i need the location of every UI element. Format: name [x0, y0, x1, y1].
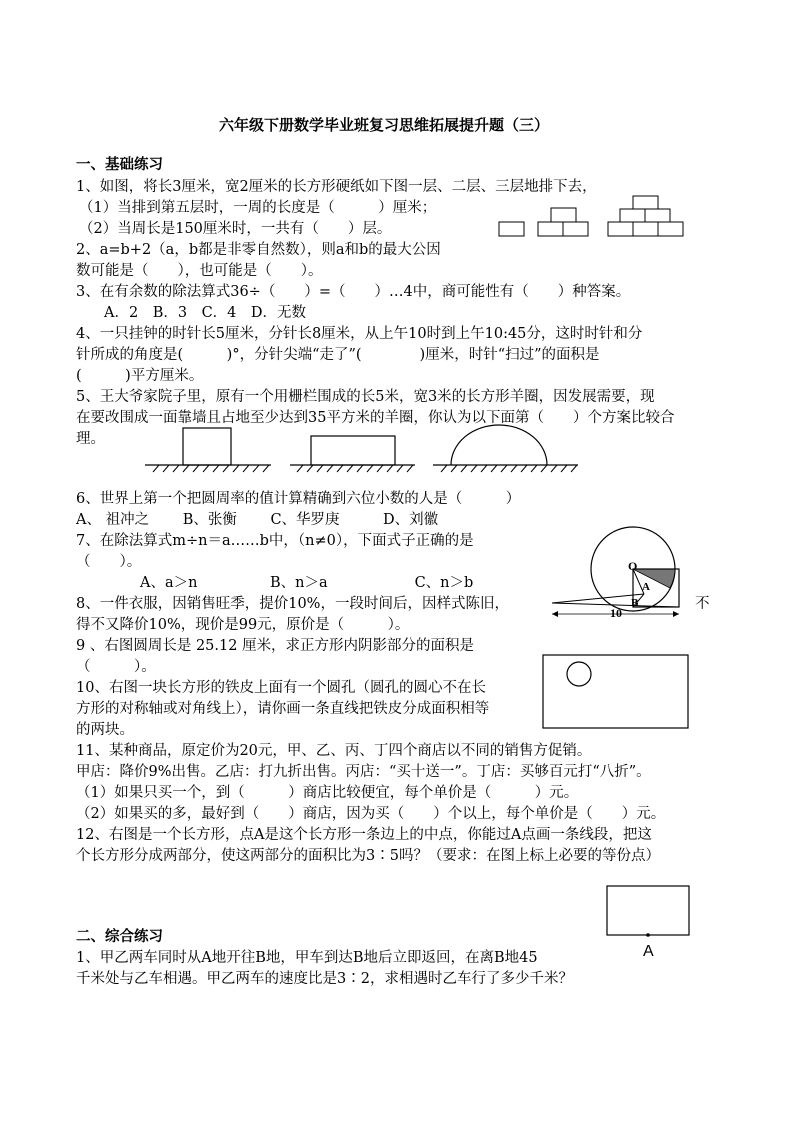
brick-layer-3-bottom-1: [608, 222, 633, 236]
midpoint-label-A: A: [643, 943, 654, 960]
label-B: B: [631, 597, 639, 609]
question-11-cont: 甲店：降价9%出售。乙店：打九折出售。丙店：“买十送一”。丁店：买够百元打“八折”。: [76, 764, 651, 780]
pen-scheme-3-hatch: [441, 465, 577, 472]
question-5: 5、王大爷家院子里，原有一个用栅栏围成的长5米，宽3米的长方形羊圈，因发展需要，现: [76, 389, 655, 405]
dimension-arrow-left: [552, 611, 558, 617]
label-O: O: [628, 559, 638, 573]
brick-layer-3-bottom-3: [658, 222, 683, 236]
question-8-cont: 得不又降价10%，现价是99元，原价是（ ）。: [76, 617, 410, 633]
pen-scheme-2-rect: [311, 436, 395, 465]
question-6: 6、世界上第一个把圆周率的值计算精确到六位小数的人是（ ）: [76, 491, 521, 507]
question-10: 10、右图一块长方形的铁皮上面有一个圆孔（圆孔的圆心不在长: [76, 680, 486, 696]
brick-layer-2-bottom-right: [563, 222, 588, 236]
brick-layer-2-top: [551, 208, 576, 222]
question-3-options: A．2 B．3 C．4 D．无数: [104, 305, 307, 321]
metal-sheet-figure: [542, 654, 690, 730]
question-4-cont: 针所成的角度是( )°，分针尖端“走了”( )厘米，时针“扫过”的面积是: [76, 347, 600, 363]
question-5-cont-2: 理。: [76, 431, 105, 447]
pen-scheme-1-hatch: [153, 465, 269, 472]
section-comprehensive-heading: 二、综合练习: [76, 928, 163, 945]
midpoint-dot: [646, 933, 650, 937]
brick-layer-2-bottom-left: [538, 222, 563, 236]
pen-scheme-1-square: [183, 428, 231, 465]
question-1-part-2: （2）当周长是150厘米时，一共有（ ）层。: [79, 221, 392, 237]
brick-layers-figure: [495, 196, 690, 242]
question-9: 9 、右图圆周长是 25.12 厘米，求正方形内阴影部分的面积是: [76, 638, 475, 654]
brick-layer-3-mid-right: [645, 209, 670, 222]
question-1-part-1: （1）当排到第五层时，一周的长度是（ ）厘米；: [79, 200, 437, 216]
question-5-cont: 在要改围成一面靠墙且占地至少达到35平方米的羊圈，你认为以下面第（ ）个方案比较合: [76, 410, 675, 426]
shaded-region: [633, 569, 675, 588]
question-11-part-2: （2）如果买的多，最好到（ ）商店，因为买（ ）个以上，每个单价是（ ）元。: [76, 806, 666, 822]
rectangle-midpoint-figure: [606, 885, 692, 961]
round-hole: [567, 662, 591, 686]
question-6-options: A、 祖冲之 B、张衡 C、华罗庚 D、刘徽: [76, 512, 439, 528]
question-12: 12、右图是一个长方形，点A是这个长方形一条边上的中点，你能过A点画一条线段，把这: [76, 827, 652, 843]
brick-layer-1: [499, 222, 524, 236]
label-A: A: [642, 581, 650, 593]
question-3: 3、在有余数的除法算式36÷（ ）=（ ）…4中，商可能性有（ ）种答案。: [76, 284, 631, 300]
pen-scheme-3-semicircle: [451, 425, 547, 465]
question-1: 1、如图，将长3厘米，宽2厘米的长方形硬纸如下图一层、二层、三层地排下去，: [76, 179, 597, 195]
label-10: 10: [610, 606, 622, 620]
question-4: 4、一只挂钟的时针长5厘米，分针长8厘米，从上午10时到上午10:45分，这时时针和分: [76, 326, 643, 342]
circle-square-figure: [548, 524, 688, 619]
question-2: 2、a=b+2（a，b都是非零自然数），则a和b的最大公因: [76, 242, 441, 258]
brick-layer-3-mid-left: [620, 209, 645, 222]
question-11-part-1: （1）如果只买一个，到（ ）商店比较便宜，每个单价是（ ）元。: [76, 785, 579, 801]
question-11: 11、某种商品，原定价为20元，甲、乙、丙、丁四个商店以不同的销售方促销。: [76, 743, 592, 759]
question-8-tail: 不: [695, 596, 710, 612]
brick-layer-3-bottom-2: [633, 222, 658, 236]
question-7-options: A、a＞n B、n＞a C、n＞b: [140, 575, 474, 591]
midpoint-rect: [607, 886, 689, 935]
question-10-cont-2: 的两块。: [76, 722, 134, 738]
question-7-cont: （ ）。: [76, 554, 142, 570]
question-10-cont: 方形的对称轴或对角线上），请你画一条直线把铁皮分成面积相等: [76, 701, 490, 717]
pen-scheme-2-hatch: [297, 465, 413, 472]
question-2-cont: 数可能是（ ），也可能是（ ）。: [76, 263, 323, 279]
section-basic-heading: 一、基础练习: [76, 156, 163, 173]
question-9-cont: （ ）。: [76, 659, 156, 675]
question-4-cont-2: ( )平方厘米。: [76, 368, 204, 384]
dimension-arrow-right: [673, 611, 679, 617]
pen-scheme-figures: [145, 424, 585, 472]
comprehensive-question-1: 1、甲乙两车同时从A地开往B地，甲车到达B地后立即返回，在离B地45: [76, 950, 538, 966]
comprehensive-question-1-cont: 千米处与乙车相遇。甲乙两车的速度比是3∶2，求相遇时乙车行了多少千米？: [76, 971, 573, 987]
brick-layer-3-top: [633, 196, 658, 209]
question-12-cont: 个长方形分成两部分，使这两部分的面积比为3∶5吗？（要求：在图上标上必要的等份点）: [76, 848, 660, 864]
question-8: 8、一件衣服，因销售旺季，提价10%，一段时间后，因样式陈旧，: [76, 596, 509, 612]
page-title: 六年级下册数学毕业班复习思维拓展提升题（三）: [219, 116, 550, 134]
metal-sheet-rect: [543, 655, 688, 728]
question-7: 7、在除法算式m÷n＝a……b中，（n≠0），下面式子正确的是: [76, 533, 474, 549]
